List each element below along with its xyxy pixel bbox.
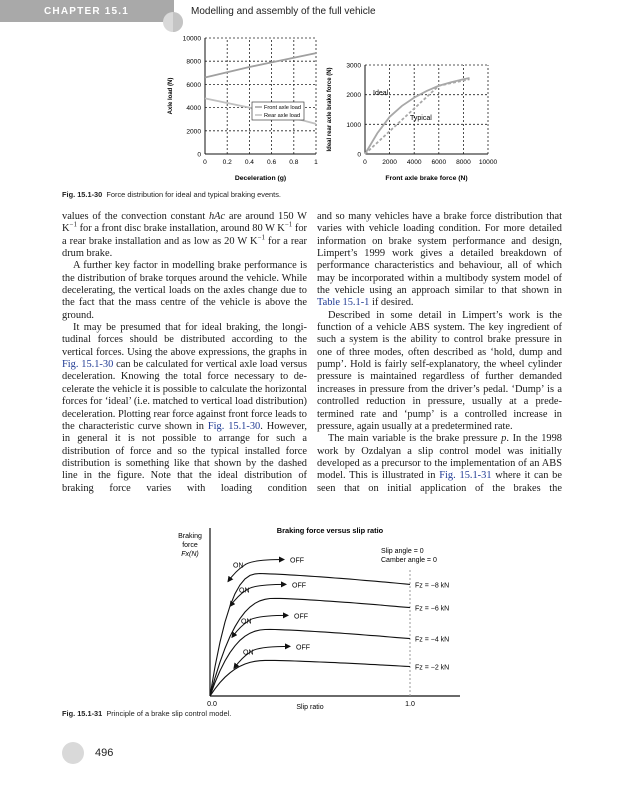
paragraph	[62, 260, 307, 322]
text-run: A further key factor in modelling brake performance is the distribution of brake torques around the vehicle. While decelerating, the vertical loads on the axles change due to the fact that the mass centre of the vehicle is above the ground.	[62, 260, 307, 321]
x-tick-label: 0.4	[244, 159, 254, 166]
off-arrow	[246, 584, 286, 590]
x-tick-label: 4000	[406, 159, 422, 166]
off-label: OFF	[294, 613, 308, 621]
superscript: −1	[257, 233, 266, 242]
y-tick-label: 8000	[186, 58, 201, 66]
y-tick-label: 6000	[186, 81, 201, 89]
caption-label: Fig. 15.1-30	[62, 190, 103, 199]
x-tick-label: 8000	[456, 159, 471, 166]
text-run: for a rear brake installation and as low as 20 W K	[62, 223, 307, 247]
x-axis-title: Front axle brake force (N)	[385, 175, 468, 182]
y-tick-label: 0	[197, 151, 201, 159]
text-run: where it can be seen that on initial application of the brakes the	[317, 470, 562, 494]
page-number-circle	[62, 742, 84, 764]
y-axis-title: Axle load (N)	[168, 77, 174, 115]
off-arrow	[244, 560, 284, 566]
force-curve	[210, 660, 410, 696]
series-label-ideal: Ideal	[373, 90, 389, 97]
italic-text: p	[501, 433, 507, 445]
superscript: −1	[284, 220, 293, 229]
curve-label: Fz = −6 kN	[415, 605, 450, 613]
y-tick-label: 2000	[186, 128, 201, 136]
force-curve	[210, 598, 410, 696]
text-run: The main variable is the brake pressure	[328, 433, 502, 445]
off-label: OFF	[290, 557, 304, 565]
x-tick-label: 0.6	[267, 159, 277, 166]
x-tick-label: 6000	[431, 159, 447, 166]
on-label: ON	[241, 618, 252, 626]
text-run: . In the 1998 work by Ozdalyan a slip control model was initially developed as a precursor to the implementation of an ABS model. This is illustrated in	[317, 433, 562, 482]
y-tick-label: 4000	[186, 105, 201, 113]
on-label: ON	[243, 649, 254, 657]
y-axis-title: Ideal rear axle brake force (N)	[327, 67, 333, 152]
y-tick-label: 0	[357, 151, 361, 159]
cross-reference-link[interactable]: Fig. 15.1-30	[62, 359, 114, 371]
y-tick-label: 10000	[182, 35, 201, 43]
on-label: ON	[239, 587, 250, 595]
page-number: 496	[95, 747, 114, 759]
text-run: and so many vehicles have a brake force distribution that varies with vehicle loading condition. For more detailed information on brake system performance and design, Limpert’s 1999 work gives a detailed breakdown of performance characteristics and behaviour, all of which may be incorporated within a multibody system model of the vehicle using an approach similar to that shown in	[317, 211, 562, 297]
x-tick-label: 0.0	[207, 701, 217, 708]
y-tick-label: 2000	[346, 92, 361, 100]
x-tick-label: 1	[314, 159, 318, 166]
x-tick-label: 0	[203, 159, 207, 166]
running-title: Modelling and assembly of the full vehicle	[191, 6, 376, 17]
paragraph	[62, 211, 307, 260]
x-tick-label: 0.2	[222, 159, 232, 166]
text-run: for a rear drum brake.	[62, 235, 307, 260]
off-arrow	[250, 646, 290, 652]
cross-reference-link[interactable]: Fig. 15.1-30	[207, 420, 261, 432]
italic-text: hAc	[208, 211, 226, 222]
chart-1	[327, 63, 497, 183]
text-run: for a front disc brake installation, around 80 W K	[76, 223, 285, 235]
series-line-front-axle-load	[205, 53, 316, 77]
chart-braking-force-vs-slip	[178, 526, 460, 711]
body-column-right	[317, 211, 562, 495]
y-tick-label: 3000	[346, 62, 361, 70]
caption-label: Fig. 15.1-31	[62, 709, 103, 718]
x-tick-label: 10000	[478, 159, 498, 166]
paragraph	[317, 310, 562, 433]
text-run: can be calculated for vertical axle load versus deceleration. Knowing the total force necessary to decelerate the vehicle it is possible to calculate the horizontal forces for ‘ideal’ (i.e. matched to vertical load distribution) deceleration. Plotting rear force against front force leads to the characteristic curve shown in	[62, 359, 307, 432]
paragraph	[317, 211, 562, 310]
y-axis-title: Braking	[178, 533, 202, 540]
superscript: −1	[69, 220, 77, 229]
text-run: Described in some detail in Limpert’s work is the function of a vehicle ABS system. The key ingredient of such a system is the ability to control brake pressure in one of three modes, often described as ‘hold, dump and pump’. Hold is fairly self-explanatory, the wheel cylinder pressure is maintained regardless of further demanded increases in pressure from the driver’s pedal. ‘Dump’ is a controlled reduction in pressure, usually at a predetermined rate and ‘pump’ is a controlled increase in pressure, again usually at a predetermined rate.	[317, 309, 562, 432]
figure-caption-15-1-30	[62, 190, 281, 199]
text-run: values of the convection constant	[62, 211, 209, 222]
chapter-label: CHAPTER 15.1	[44, 6, 129, 17]
legend-label: Front axle load	[264, 105, 302, 111]
curve-label: Fz = −2 kN	[415, 664, 450, 672]
y-tick-label: 1000	[346, 121, 361, 129]
caption-text: Principle of a brake slip control model.	[106, 709, 232, 718]
annotation: Camber angle = 0	[381, 557, 437, 564]
cross-reference-link[interactable]: Table 15.1-1	[317, 297, 370, 309]
legend-label: Rear axle load	[264, 113, 301, 119]
chart-0	[168, 36, 318, 183]
y-axis-title: force	[182, 542, 198, 549]
cross-reference-link[interactable]: Fig. 15.1-31	[439, 470, 492, 482]
chart-legend	[252, 102, 304, 120]
paragraph	[317, 433, 562, 495]
on-label: ON	[233, 562, 244, 570]
x-axis-title: Slip ratio	[296, 704, 324, 711]
off-arrow	[248, 615, 288, 621]
x-tick-label: 1.0	[405, 701, 415, 708]
curve-label: Fz = −4 kN	[415, 636, 450, 644]
off-label: OFF	[296, 644, 310, 652]
x-axis-title: Deceleration (g)	[234, 175, 287, 182]
force-curve	[210, 629, 410, 696]
text-run: are around 150 W K	[62, 211, 307, 235]
off-label: OFF	[292, 582, 306, 590]
x-tick-label: 0.8	[289, 159, 299, 166]
caption-text: Force distribution for ideal and typical braking events.	[106, 190, 281, 199]
curve-label: Fz = −8 kN	[415, 582, 450, 590]
text-run: It may be presumed that for ideal braking, the longitudinal forces should be distributed according to the vertical forces. Using the above expressions, the graphs in	[62, 322, 307, 358]
paragraph	[62, 322, 307, 495]
figure-caption-15-1-31	[62, 709, 231, 718]
y-axis-title: Fx(N)	[181, 551, 199, 558]
x-tick-label: 2000	[382, 159, 397, 166]
chart-title: Braking force versus slip ratio	[276, 526, 384, 535]
text-run: if desired.	[369, 297, 414, 309]
text-run: . However, in general it is not possible to arrange for such a distribution of force and so the typical installed force distribution is something like that shown by the dashed line in the figure. Note that the ideal distribution of braking force varies with loading condition	[62, 420, 307, 494]
body-column-left	[62, 211, 307, 495]
x-tick-label: 0	[363, 159, 367, 166]
annotation: Slip angle = 0	[381, 548, 424, 555]
series-label-typical: Typical	[410, 115, 432, 122]
